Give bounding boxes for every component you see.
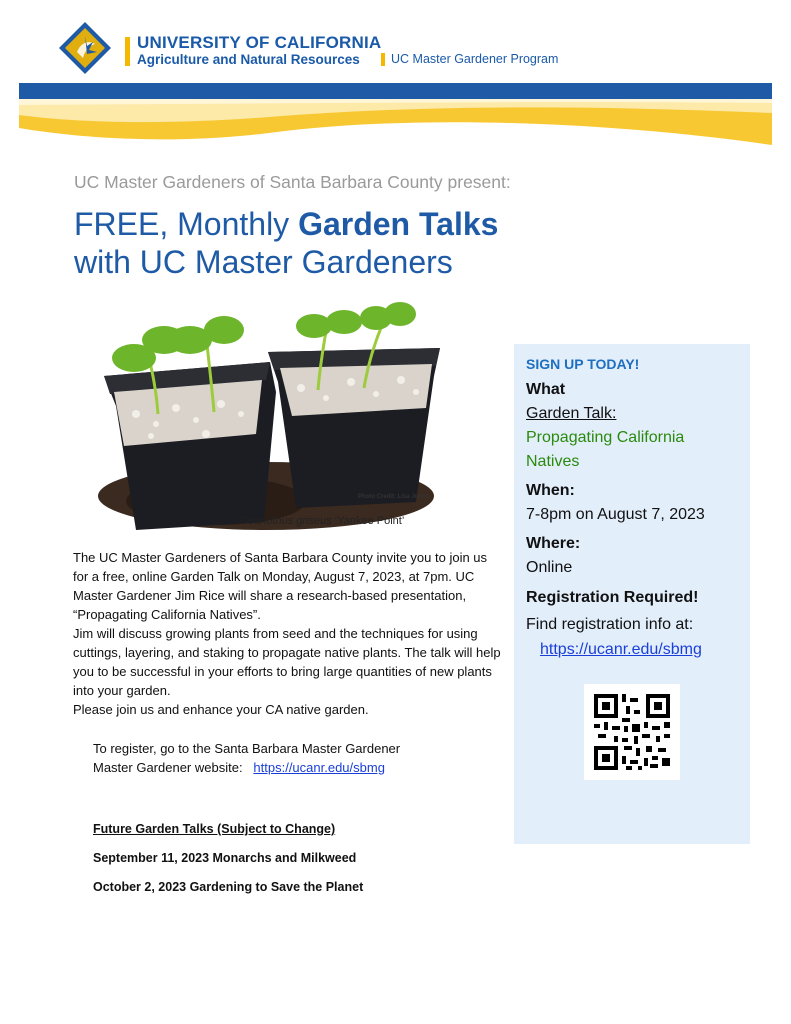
program-accent-bar: [381, 53, 385, 66]
header-accent-bar: [125, 37, 130, 66]
registration-line-1: To register, go to the Santa Barbara Master Gardener: [93, 741, 401, 756]
future-talks-heading: Future Garden Talks (Subject to Change): [93, 822, 336, 836]
org-division: Agriculture and Natural Resources: [137, 52, 360, 67]
photo-credit: Photo Credit: Lisa Jones: [358, 494, 429, 500]
qr-code-pattern: [584, 684, 680, 780]
caption-species: Ceanothus griseus: [240, 515, 332, 527]
where-label: Where:: [526, 535, 581, 552]
headline: [74, 205, 498, 281]
caption-cultivar: ‘Yankee Point’: [331, 515, 405, 527]
event-description: [73, 548, 501, 719]
registration-instructions: [93, 739, 400, 777]
signup-heading: SIGN UP TODAY!: [526, 356, 640, 372]
description-paragraph-1: The UC Master Gardeners of Santa Barbara County invite you to join us for a free, online Garden Talk on Monday, August 7, 2023, at 7pm. UC Master Gardener Jim Rice will share a research-based presentation, “Propagating California Natives”.: [73, 550, 488, 622]
what-label: What: [526, 381, 566, 398]
future-talk-item: October 2, 2023 Gardening to Save the Planet: [93, 880, 364, 894]
registration-line-2: [93, 758, 400, 777]
org-name: UNIVERSITY OF CALIFORNIA: [137, 33, 382, 52]
sidebar-registration-link[interactable]: https://ucanr.edu/sbmg: [540, 641, 702, 658]
future-talk-item: September 11, 2023 Monarchs and Milkweed: [93, 851, 357, 865]
what-value-line-2: Propagating California: [526, 429, 685, 446]
headline-part-b: Garden Talks: [298, 206, 499, 242]
when-value: 7-8pm on August 7, 2023: [526, 506, 705, 523]
where-value: Online: [526, 559, 573, 576]
band-gold-wave: [19, 83, 772, 145]
description-paragraph-2: Jim will discuss growing plants from seed and the techniques for using cuttings, layering, and staking to propagate native plants. The talk will help you to be successful in your efforts to bring large quantities of new plants into your garden.: [73, 626, 501, 698]
when-label: When:: [526, 482, 575, 499]
find-info-label: Find registration info at:: [526, 616, 694, 633]
header-band: [19, 83, 772, 145]
presenter-line: UC Master Gardeners of Santa Barbara County present:: [74, 172, 511, 192]
signup-sidebar: [514, 344, 750, 844]
headline-part-c: with UC Master Gardeners: [74, 244, 453, 280]
registration-required: Registration Required!: [526, 589, 699, 606]
photo-caption: [240, 515, 404, 527]
what-value-line-1: Garden Talk:: [526, 405, 617, 422]
uc-anr-logo: [59, 22, 111, 74]
registration-line-2-text: Master Gardener website:: [93, 760, 254, 775]
program-name: UC Master Gardener Program: [391, 52, 559, 66]
headline-part-a: FREE, Monthly: [74, 206, 299, 242]
what-value-line-3: Natives: [526, 453, 580, 470]
registration-link[interactable]: https://ucanr.edu/sbmg: [253, 760, 385, 775]
description-paragraph-3: Please join us and enhance your CA native garden.: [73, 702, 369, 717]
qr-code[interactable]: [584, 684, 680, 780]
